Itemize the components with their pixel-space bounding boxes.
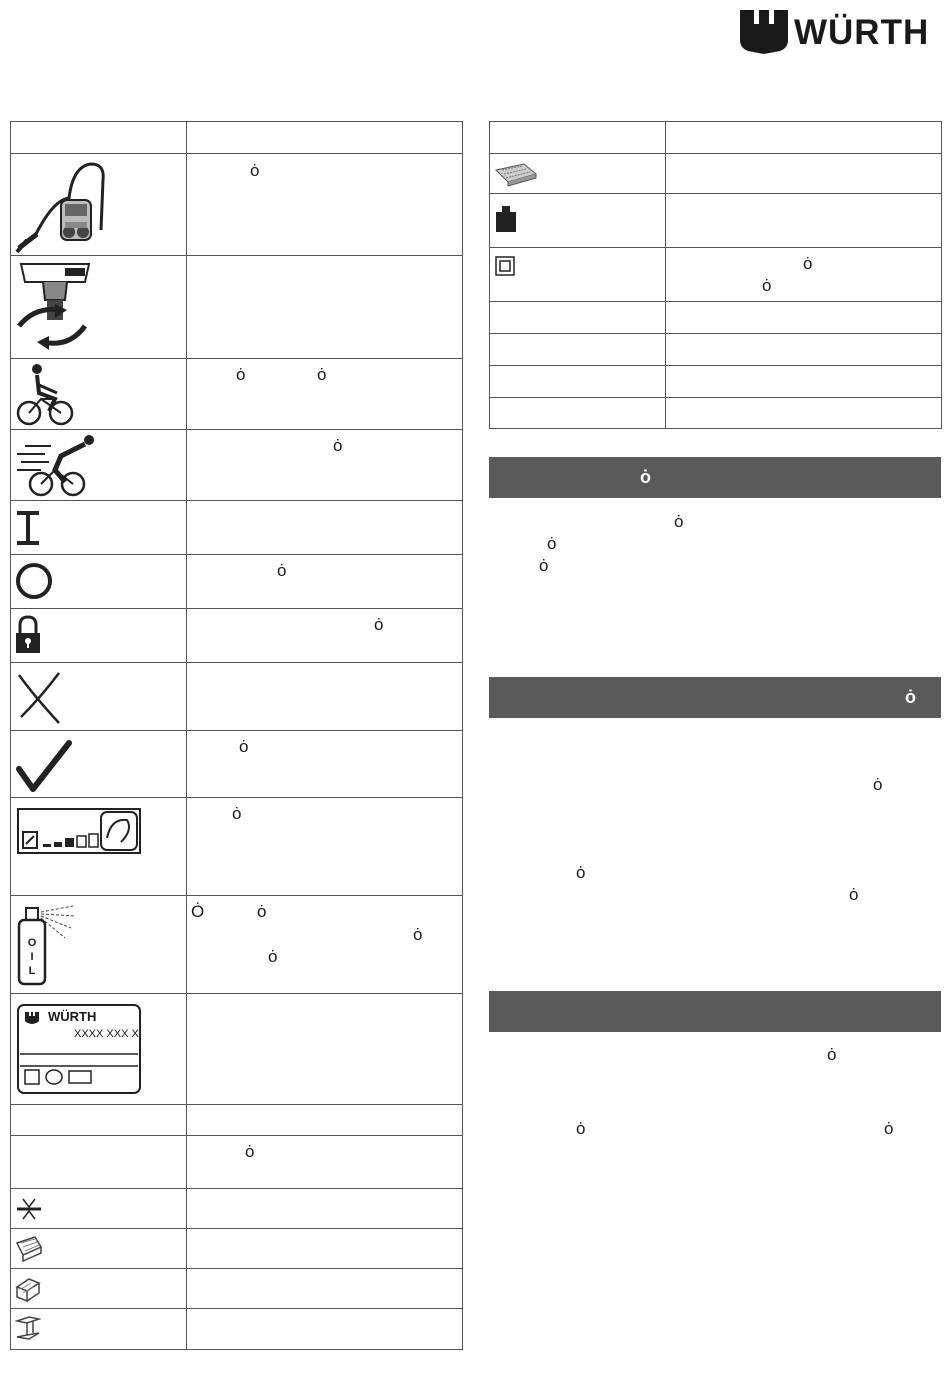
table-row bbox=[11, 798, 462, 896]
svg-text:I: I bbox=[30, 951, 34, 963]
table-row bbox=[11, 1136, 462, 1189]
table-row bbox=[490, 334, 941, 366]
table-row bbox=[11, 731, 462, 798]
table-row bbox=[490, 366, 941, 398]
body-text-glyph: ȯ bbox=[250, 161, 260, 180]
plate-brand: WÜRTH bbox=[48, 1009, 97, 1024]
heading-glyph: ȯ bbox=[905, 687, 916, 707]
body-text-glyph: ȯ bbox=[245, 1142, 255, 1161]
body-text-glyph: ȯ bbox=[413, 925, 423, 944]
body-text-glyph: ȯ bbox=[539, 556, 549, 575]
table-row bbox=[11, 154, 462, 256]
body-text-glyph: ȯ bbox=[827, 1045, 837, 1064]
body-text-glyph: ȯ bbox=[317, 365, 327, 384]
table-row bbox=[11, 1229, 462, 1269]
body-text-glyph: ȯ bbox=[236, 365, 246, 384]
table-row bbox=[490, 398, 941, 428]
table-row bbox=[11, 501, 462, 555]
body-text-glyph: ȯ bbox=[576, 863, 586, 882]
body-text-glyph: ȯ bbox=[374, 615, 384, 634]
wurth-logo bbox=[740, 10, 944, 56]
body-text-glyph: ȯ bbox=[576, 1119, 586, 1138]
body-text-glyph: ȯ bbox=[257, 902, 267, 921]
symbols-table-left bbox=[10, 121, 463, 1350]
table-row bbox=[11, 1105, 462, 1136]
table-row bbox=[490, 302, 941, 334]
body-text-glyph: ȯ bbox=[674, 512, 684, 531]
body-text-glyph: ȯ bbox=[277, 561, 287, 580]
body-text-glyph: ȯ bbox=[873, 775, 883, 794]
section-heading-3 bbox=[489, 991, 941, 1032]
table-row bbox=[11, 256, 462, 359]
brand-wordmark: WÜRTH bbox=[794, 13, 930, 52]
body-text-glyph: Ȯ bbox=[191, 902, 205, 921]
symbols-table-right bbox=[489, 121, 942, 429]
body-text-glyph: ȯ bbox=[849, 885, 859, 904]
table-header bbox=[11, 122, 462, 154]
wurth-emblem-icon bbox=[740, 10, 788, 54]
body-text-glyph: ȯ bbox=[268, 947, 278, 966]
table-row bbox=[11, 1269, 462, 1309]
table-row bbox=[11, 663, 462, 731]
body-text-glyph: ȯ bbox=[884, 1119, 894, 1138]
body-text-glyph: ȯ bbox=[762, 276, 772, 295]
table-row bbox=[11, 994, 462, 1105]
table-row bbox=[11, 555, 462, 609]
body-text-glyph: ȯ bbox=[803, 254, 813, 273]
body-text-glyph: ȯ bbox=[239, 737, 249, 756]
rating-plate-icon bbox=[11, 994, 186, 1104]
table-row bbox=[11, 609, 462, 663]
table-row bbox=[11, 1189, 462, 1229]
table-row bbox=[490, 194, 941, 248]
table-row bbox=[11, 896, 462, 994]
svg-text:L: L bbox=[28, 965, 36, 977]
table-row bbox=[11, 1309, 462, 1349]
section-heading-1 bbox=[489, 457, 941, 498]
heading-glyph: ȯ bbox=[640, 467, 651, 487]
plate-code: XXXX XXX X bbox=[74, 1028, 139, 1040]
body-text-glyph: ȯ bbox=[547, 534, 557, 553]
table-row bbox=[11, 359, 462, 430]
body-text-glyph: ȯ bbox=[333, 436, 343, 455]
table-row bbox=[11, 430, 462, 501]
table-row bbox=[490, 248, 941, 302]
table-header bbox=[490, 122, 941, 154]
svg-text:O: O bbox=[27, 937, 37, 949]
table-row bbox=[490, 154, 941, 194]
section-heading-2 bbox=[489, 677, 941, 718]
body-text-glyph: ȯ bbox=[232, 804, 242, 823]
